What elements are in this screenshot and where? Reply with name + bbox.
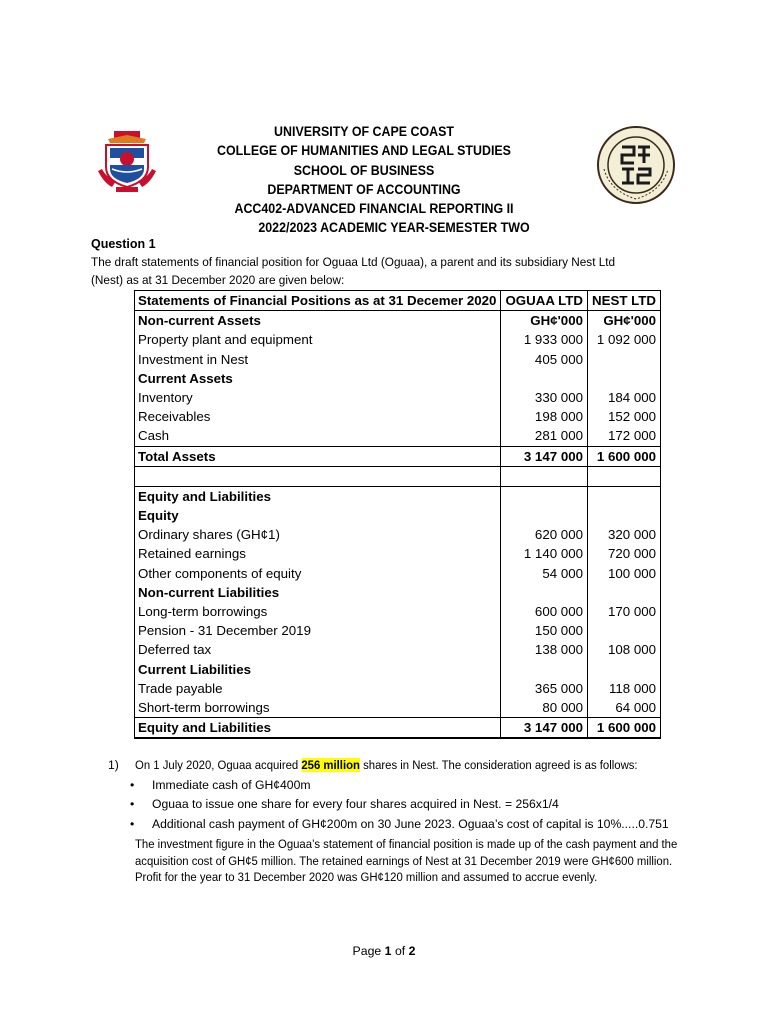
course-title: ACC402-ADVANCED FINANCIAL REPORTING II — [234, 201, 514, 217]
oguaa-value-cell: 138 000 — [501, 640, 588, 659]
row-label-cell: Current Liabilities — [135, 660, 501, 679]
table-row — [135, 583, 661, 602]
nest-value-cell: 1 092 000 — [588, 330, 661, 349]
row-label-cell: Statements of Financial Positions as at 31 Decemer 2020 — [135, 291, 501, 311]
oguaa-value-cell: 281 000 — [501, 426, 588, 446]
row-label-cell: Inventory — [135, 388, 501, 407]
nest-value-cell — [588, 660, 661, 679]
list-item: • Additional cash payment of GH¢200m on 30 June 2023. Oguaa’s cost of capital is 10%.....0.751 — [108, 815, 668, 835]
oguaa-value-cell — [501, 660, 588, 679]
table-row — [135, 407, 661, 426]
nest-value-cell: 720 000 — [588, 544, 661, 563]
nest-value-cell: 118 000 — [588, 679, 661, 698]
oguaa-value-cell: 620 000 — [501, 525, 588, 544]
paragraph-line: Profit for the year to 31 December 2020 was GH¢120 million and assumed to accrue evenly. — [135, 870, 598, 885]
table-row — [135, 602, 661, 621]
table-row — [135, 506, 661, 525]
nest-value-cell — [588, 350, 661, 369]
table-row — [135, 679, 661, 698]
table-row — [135, 350, 661, 369]
row-label-cell: Receivables — [135, 407, 501, 426]
of-word: of — [394, 944, 406, 958]
financial-position-table — [134, 290, 661, 739]
question-intro: The draft statements of financial position for Oguaa Ltd (Oguaa), a parent and its subsidiary Nest Ltd (Nest) as at 31 December 2020 are given below: — [91, 255, 616, 287]
paragraph-line: The investment figure in the Oguaa’s statement of financial position is made up of the cash payment and the — [135, 837, 678, 852]
row-label-cell: Pension - 31 December 2019 — [135, 621, 501, 640]
bullet-icon: • — [130, 797, 135, 812]
school-name: SCHOOL OF BUSINESS — [293, 162, 435, 178]
question-title: Question 1 — [91, 237, 156, 251]
table-row — [135, 621, 661, 640]
row-label-cell: Other components of equity — [135, 564, 501, 583]
table-row — [135, 486, 661, 506]
oguaa-value-cell: 1 140 000 — [501, 544, 588, 563]
table-row — [135, 426, 661, 446]
table-row — [135, 718, 661, 739]
row-label-cell: Ordinary shares (GH¢1) — [135, 525, 501, 544]
oguaa-value-cell: 405 000 — [501, 350, 588, 369]
table-row — [135, 660, 661, 679]
note-line-1 — [135, 757, 638, 774]
note-number: 1) — [108, 758, 119, 772]
oguaa-value-cell: 600 000 — [501, 602, 588, 621]
nest-value-cell — [588, 506, 661, 525]
nest-value-cell — [588, 466, 661, 486]
bullet-icon: • — [130, 816, 135, 831]
table-row — [135, 564, 661, 583]
row-label-cell: Current Assets — [135, 369, 501, 388]
row-label-cell: Deferred tax — [135, 640, 501, 659]
department-name: DEPARTMENT OF ACCOUNTING — [267, 181, 461, 197]
row-label-cell — [135, 466, 501, 486]
oguaa-value-cell — [501, 486, 588, 506]
table-row — [135, 330, 661, 349]
note-line-1-start: On 1 July 2020, Oguaa acquired — [135, 758, 302, 772]
consideration-list — [108, 776, 668, 835]
nest-value-cell — [588, 369, 661, 388]
oguaa-value-cell: 3 147 000 — [501, 718, 588, 739]
nest-value-cell: 152 000 — [588, 407, 661, 426]
page-word: Page — [352, 944, 382, 958]
row-label-cell: Investment in Nest — [135, 350, 501, 369]
highlighted-share-count: 256 million — [301, 758, 360, 772]
oguaa-value-cell: 365 000 — [501, 679, 588, 698]
row-label-cell: Equity and Liabilities — [135, 486, 501, 506]
nest-value-cell: 100 000 — [588, 564, 661, 583]
oguaa-value-cell: 150 000 — [501, 621, 588, 640]
oguaa-value-cell — [501, 466, 588, 486]
table-row — [135, 525, 661, 544]
row-label-cell: Property plant and equipment — [135, 330, 501, 349]
list-item: • Immediate cash of GH¢400m — [108, 776, 668, 796]
row-label-cell: Equity and Liabilities — [135, 718, 501, 739]
nest-value-cell: NEST LTD — [588, 291, 661, 311]
nest-value-cell: 320 000 — [588, 525, 661, 544]
page-footer — [0, 944, 768, 958]
college-name: COLLEGE OF HUMANITIES AND LEGAL STUDIES — [217, 143, 511, 159]
list-item: • Oguaa to issue one share for every four shares acquired in Nest. = 256x1/4 — [108, 795, 668, 815]
nest-value-cell: 108 000 — [588, 640, 661, 659]
nest-value-cell: 184 000 — [588, 388, 661, 407]
row-label-cell: Cash — [135, 426, 501, 446]
nest-value-cell: 1 600 000 — [588, 446, 661, 466]
note-paragraph — [135, 836, 678, 886]
oguaa-value-cell: OGUAA LTD — [501, 291, 588, 311]
nest-value-cell: GH¢'000 — [588, 311, 661, 331]
paragraph-line: acquisition cost of GH¢5 million. The retained earnings of Nest at 31 December 2019 were GH¢600 million. — [135, 853, 673, 868]
page-number: 1 — [384, 944, 392, 958]
row-label-cell: Equity — [135, 506, 501, 525]
oguaa-value-cell: 80 000 — [501, 698, 588, 718]
nest-value-cell: 170 000 — [588, 602, 661, 621]
bullet-icon: • — [130, 777, 135, 792]
row-label-cell: Trade payable — [135, 679, 501, 698]
document-header — [0, 122, 768, 238]
oguaa-value-cell: 198 000 — [501, 407, 588, 426]
row-label-cell: Total Assets — [135, 446, 501, 466]
row-label-cell: Non-current Liabilities — [135, 583, 501, 602]
oguaa-value-cell — [501, 583, 588, 602]
oguaa-value-cell: 330 000 — [501, 388, 588, 407]
table-row — [135, 388, 661, 407]
oguaa-value-cell: 1 933 000 — [501, 330, 588, 349]
oguaa-value-cell: 3 147 000 — [501, 446, 588, 466]
page-total: 2 — [408, 944, 416, 958]
table-row — [135, 466, 661, 486]
nest-value-cell: 1 600 000 — [588, 718, 661, 739]
nest-value-cell: 172 000 — [588, 426, 661, 446]
row-label-cell: Short-term borrowings — [135, 698, 501, 718]
oguaa-value-cell — [501, 369, 588, 388]
table-row — [135, 446, 661, 466]
row-label-cell: Long-term borrowings — [135, 602, 501, 621]
row-label-cell: Non-current Assets — [135, 311, 501, 331]
nest-value-cell — [588, 486, 661, 506]
nest-value-cell — [588, 583, 661, 602]
oguaa-value-cell: 54 000 — [501, 564, 588, 583]
oguaa-value-cell: GH¢'000 — [501, 311, 588, 331]
note-line-1-end: shares in Nest. The consideration agreed is as follows: — [359, 758, 638, 772]
table-row — [135, 698, 661, 718]
table-row — [135, 311, 661, 331]
row-label-cell: Retained earnings — [135, 544, 501, 563]
nest-value-cell — [588, 621, 661, 640]
table-row — [135, 369, 661, 388]
oguaa-value-cell — [501, 506, 588, 525]
academic-year: 2022/2023 ACADEMIC YEAR-SEMESTER TWO — [258, 220, 530, 236]
nest-value-cell: 64 000 — [588, 698, 661, 718]
table-row — [135, 640, 661, 659]
question-notes — [108, 757, 678, 886]
table-header-row — [135, 291, 661, 311]
university-name: UNIVERSITY OF CAPE COAST — [274, 124, 454, 139]
table-row — [135, 544, 661, 563]
